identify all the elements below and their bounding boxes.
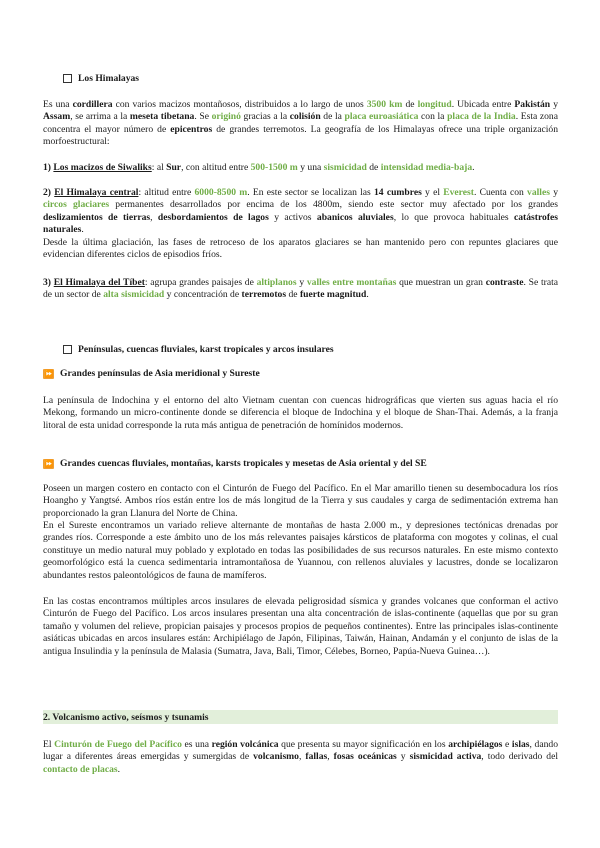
himalayas-item-3: 3) El Himalaya del Tíbet: agrupa grandes paisajes de altiplanos y valles entre montañas que muestran un gran contraste. Se trata de un sector de alta sismicidad y concentración de terremotos de fuerte magnitud. <box>43 277 559 301</box>
peninsulas-sub2-title: Grandes cuencas fluviales, montañas, karsts tropicales y mesetas de Asia oriental y del SE <box>60 458 427 469</box>
peninsulas-sub2-p3: En las costas encontramos múltiples arcos insulares de elevada peligrosidad sísmica y grandes volcanes que conforman el activo Cinturón de Fuego del Pacífico. Los arcos insulares presentan una alta concentración de islas-continente (aquellas que por su gran tamaño y volumen del relieve, propician paisajes y procesos propios de pequeños continentes). Entre las principales islas-continente asiáticas ubicadas en arcos insulares están: Archipiélago de Japón, Filipinas, Taiwán, Hainan, Andamán y el conjunto de islas de la antigua Insulindia y la península de Malasia (Sumatra, Java, Bali, Timor, Célebes, Borneo, Papúa-Nueva Guinea…). <box>43 596 558 657</box>
checkbox-icon[interactable] <box>63 345 72 354</box>
peninsulas-heading-text: Penínsulas, cuencas fluviales, karst tropicales y arcos insulares <box>78 344 334 355</box>
himalayas-heading-text: Los Himalayas <box>78 73 140 84</box>
peninsulas-sub2-p1: Poseen un margen costero en contacto con el Cinturón de Fuego del Pacífico. En el Mar amarillo tienen su desembocadura los ríos Hoangho y Yangtsé. Ambos ríos están entre los de más longitud de la Tierra y sus caudales y carga de sedimentación extrema han proporcionado la gran Llanura del Norte de China. <box>43 483 558 519</box>
peninsulas-heading <box>63 344 334 355</box>
himalayas-item-2-glaciation: Desde la última glaciación, las fases de retroceso de los aparatos glaciares se han mantenido pero con repuntes glaciares que evidencian diferentes ciclos de episodios fríos. <box>43 237 558 261</box>
himalayas-item-1: 1) Los macizos de Siwaliks: al Sur, con altitud entre 500-1500 m y una sismicidad de intensidad media-baja. <box>43 162 475 173</box>
peninsulas-sub2-p2: En el Sureste encontramos un variado relieve alternante de montañas de hasta 2.000 m., y depresiones tectónicas drenadas por grandes ríos. Corresponde a este ámbito uno de los más relevantes paisajes kársticos de plataforma con mogotes y colinas, el cual constituye un medio natural muy poblado y explotado en todas las posibilidades de sus recursos naturales. En este mismo contexto geomorfológico está la cuenca sedimentaria intramontañosa de Yuannou, con rellenos aluviales y lacustres, donde se localizaron abundantes restos paleontológicos de fauna de mamíferos. <box>43 520 558 581</box>
volcanismo-body: El Cinturón de Fuego del Pacífico es una región volcánica que presenta su mayor significación en los archipiélagos e islas, dando lugar a diferentes áreas emergidas y sumergidas de volcanismo, fallas, fosas oceánicas y sismicidad activa, todo derivado del contacto de placas. <box>43 739 559 775</box>
volcanismo-heading-text: 2. Volcanismo activo, seísmos y tsunamis <box>43 712 209 723</box>
checkbox-icon[interactable] <box>63 74 72 83</box>
peninsulas-sub1-text: La península de Indochina y el entorno del alto Vietnam cuentan con cuencas hidrográficas que vierten sus aguas hacia el río Mekong, formando un micro-continente donde se diferencia el bloque de Indochina y el bloque de Shan-Thai. Además, a la franja litoral de esta unidad corresponde la ruta más antigua de penetración de homínidos modernos. <box>43 395 558 431</box>
volcanismo-heading <box>43 712 209 723</box>
peninsulas-sub1-title: Grandes penínsulas de Asia meridional y Sureste <box>60 368 260 379</box>
himalayas-heading <box>63 73 139 84</box>
himalayas-intro: Es una cordillera con varios macizos montañosos, distribuidos a lo largo de unos 3500 km de longitud. Ubicada entre Pakistán y Assam, se arrima a la meseta tibetana. Se originó gracias a la colisión de la placa euroasiática con la placa de la India. Esta zona concentra el mayor número de epicentros de grandes terremotos. La geografía de los Himalayas ofrece una triple organización morfoestructural: <box>43 99 559 148</box>
peninsulas-sub2-heading <box>43 458 427 469</box>
fast-forward-icon: ⏩ <box>44 369 53 378</box>
himalayas-item-2: 2) El Himalaya central: altitud entre 6000-8500 m. En este sector se localizan las 14 cumbres y el Everest. Cuenta con valles y circos glaciares permanentes desarrollados por encima de los 4800m, siendo este sector muy afectado por los grandes deslizamientos de tierras, desbordamientos de lagos y activos abanicos aluviales, lo que provoca habituales catástrofes naturales. <box>43 187 559 236</box>
fast-forward-icon: ⏩ <box>44 459 53 468</box>
peninsulas-sub1-heading <box>43 368 260 379</box>
